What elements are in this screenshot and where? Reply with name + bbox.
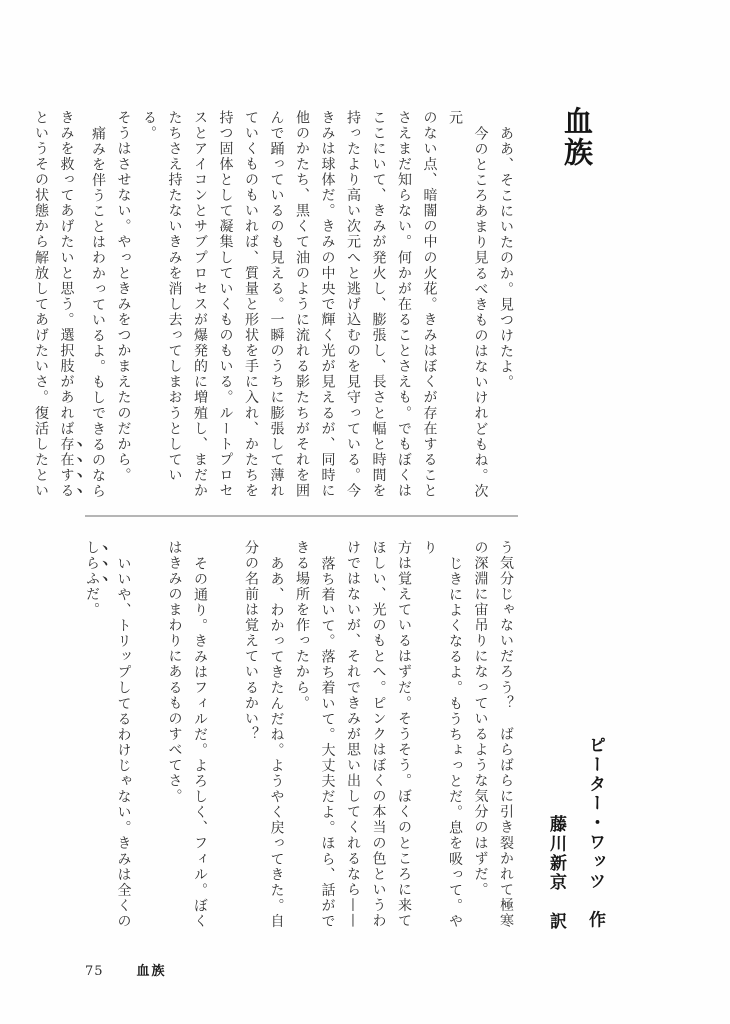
text-column	[314, 540, 340, 932]
text-segment: たちさえ持たないきみを消し去ってしまおうとしている。	[141, 110, 183, 484]
text-column	[85, 110, 111, 502]
page-footer	[85, 960, 167, 979]
emphasized-text: 存在する	[58, 436, 75, 499]
text-segment: 持ったより高い次元へと逃げ込むのを見守っている。今	[345, 110, 361, 499]
emphasized-text: しらふ	[84, 540, 100, 587]
text-segment: 他のかたち、黒くて油のように流れる影たちがそれを囲	[294, 110, 310, 499]
text-column	[467, 540, 493, 932]
text-column	[391, 110, 417, 502]
text-column	[289, 110, 315, 502]
text-column	[110, 110, 136, 502]
text-column	[442, 110, 493, 502]
upper-text-block	[33, 110, 518, 502]
lower-text-block	[85, 540, 518, 932]
text-segment: ああ、わかってきたんだね。ようやく戻ってきた。自	[268, 555, 285, 929]
text-column	[238, 540, 264, 932]
text-segment: じきによくなるよ。もうちょっとだ。息を吸って。やり	[421, 540, 463, 929]
text-column	[340, 110, 366, 502]
text-segment: けではないが、それできみが思い出してくれるなら——	[345, 540, 361, 929]
text-segment: 持つ固体として凝集していくものもいる。ルートプロセ	[217, 110, 234, 499]
text-segment: スとアイコンとサブプロセスが爆発的に増殖し、まだか	[192, 110, 208, 499]
text-column	[161, 540, 187, 932]
text-segment: のない点、暗闇の中の火花。きみはぼくが存在すること	[421, 110, 438, 499]
text-column	[28, 110, 54, 502]
text-column	[79, 540, 111, 932]
text-segment: 痛みを伴うことはわかっているよ。もしできるのなら	[90, 125, 106, 499]
text-segment: の深淵に宙吊りになっているような気分のはずだ。	[472, 540, 489, 898]
text-segment: そうはさせない。やっときみをつかまえたのだから。	[115, 110, 132, 484]
text-segment: はきみのまわりにあるものすべてさ。	[166, 540, 183, 805]
text-column	[136, 110, 187, 502]
text-segment: その通り。きみはフィルだ。よろしく、フィル。ぼく	[192, 555, 208, 929]
text-column	[340, 540, 366, 932]
text-column	[187, 540, 213, 932]
text-column	[365, 110, 391, 502]
text-column	[263, 540, 289, 932]
text-column	[365, 540, 391, 932]
text-segment: いいや、トリップしてるわけじゃない。きみは全くの	[115, 555, 132, 929]
text-segment: 落ち着いて。落ち着いて。大丈夫だよ。ほら、話がで	[319, 555, 336, 929]
text-segment: 方は覚えているはずだ。そうそう。ぼくのところに来て	[396, 540, 412, 929]
text-column	[289, 540, 315, 932]
text-segment: ほしい、光のもとへ。ピンクはぼくの本当の色というわ	[370, 540, 387, 929]
text-segment: う気分じゃないだろう？ ばらばらに引き裂かれて極寒	[498, 540, 514, 929]
text-column	[263, 110, 289, 502]
text-column	[314, 110, 340, 502]
text-column	[238, 110, 264, 502]
text-column	[416, 110, 442, 502]
text-segment: 今のところあまり見るべきものはないけれどもね。次元	[447, 110, 489, 499]
text-segment: ああ、そこにいたのか。見つけたよ。	[498, 125, 514, 390]
translator-credit: 藤川新京 訳	[546, 815, 566, 932]
text-segment: ていくものもいれば、質量と形状を手に入れ、かたちを	[243, 110, 259, 499]
text-segment: だ。	[84, 586, 100, 618]
text-segment: きみは球体だ。きみの中央で輝く光が見えるが、同時に	[319, 110, 336, 499]
text-column	[416, 540, 467, 932]
text-segment: さえまだ知らない。何かが在ることさえも。でもぼくは	[396, 110, 412, 499]
text-segment: 分の名前は覚えているかい？	[243, 540, 259, 743]
text-column	[493, 540, 519, 932]
tier-separator-rule	[85, 515, 518, 517]
text-segment: ここにいて、きみが発火し、膨張し、長さと幅と時間を	[370, 110, 387, 499]
story-title: 血族	[560, 106, 594, 168]
text-segment: きる場所を作ったから。	[294, 540, 310, 712]
text-column	[493, 110, 519, 502]
text-segment: んで踊っているのも見える。一瞬のうちに膨張して薄れ	[268, 110, 285, 499]
text-column	[53, 110, 85, 502]
text-segment: というその状態から解放してあげたいさ。復活したとい	[33, 110, 49, 499]
text-segment: きみを救ってあげたいと思う。選択肢があれば	[58, 110, 75, 437]
text-column	[187, 110, 213, 502]
page-number: 75	[85, 964, 104, 979]
text-column	[212, 110, 238, 502]
running-title: 血族	[136, 964, 167, 979]
author-credit: ピーター・ワッツ 作	[585, 736, 605, 930]
text-column	[391, 540, 417, 932]
text-column	[110, 540, 136, 932]
